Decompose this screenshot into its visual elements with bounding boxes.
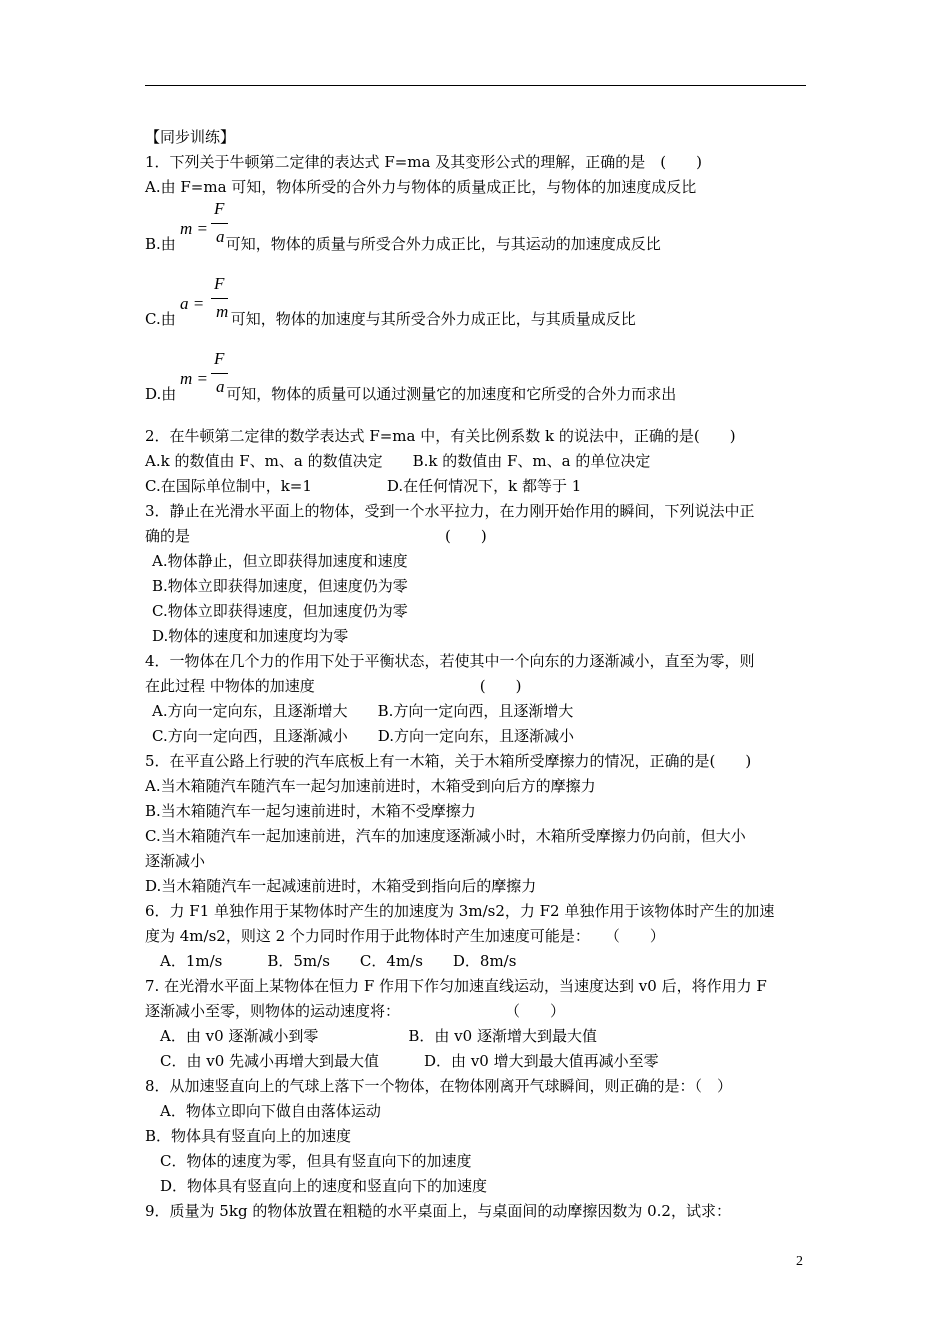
- q6-options: A．1m/s B．5m/s C．4m/s D．8m/s: [160, 952, 517, 970]
- q1-option-c: [145, 309, 636, 329]
- section-title: 【同步训练】: [145, 128, 236, 146]
- q5-option-b: B.当木箱随汽车一起匀速前进时，木箱不受摩擦力: [145, 802, 476, 820]
- fraction-bar: [211, 373, 228, 374]
- q5-option-c-line1: C.当木箱随汽车一起加速前进，汽车的加速度逐渐减小时，木箱所受摩擦力仍向前，但大小: [145, 827, 746, 845]
- header-rule: [145, 85, 806, 86]
- q5-option-d: D.当木箱随汽车一起减速前进时，木箱受到指向后的摩擦力: [145, 877, 537, 895]
- q4-stem-line1: 4．一物体在几个力的作用下处于平衡状态，若使其中一个向东的力逐渐减小，直至为零，则: [145, 652, 755, 670]
- q3-option-b: B.物体立即获得加速度，但速度仍为零: [152, 577, 408, 595]
- q4-options-ab: A.方向一定向东，且逐渐增大 B.方向一定向西，且逐渐增大: [152, 702, 574, 720]
- q1-stem: 1．下列关于牛顿第二定律的表达式 F=ma 及其变形公式的理解，正确的是 ( ): [145, 153, 702, 171]
- q1-option-a: A.由 F=ma 可知，物体所受的合外力与物体的质量成正比，与物体的加速度成反比: [145, 178, 697, 196]
- q7-options-ab: A．由 v0 逐渐减小到零 B．由 v0 逐渐增大到最大值: [160, 1027, 597, 1045]
- q2-options-ab: A.k 的数值由 F、m、a 的数值决定 B.k 的数值由 F、m、a 的单位决定: [145, 452, 651, 470]
- formula-lhs: m =: [180, 369, 208, 388]
- q5-stem: 5．在平直公路上行驶的汽车底板上有一木箱，关于木箱所受摩擦力的情况，正确的是( ): [145, 752, 752, 770]
- q3-stem-line1: 3．静止在光滑水平面上的物体，受到一个水平拉力，在力刚开始作用的瞬间，下列说法中正: [145, 502, 755, 520]
- q7-options-cd: C．由 v0 先减小再增大到最大值 D．由 v0 增大到最大值再减小至零: [160, 1052, 659, 1070]
- page-number: 2: [796, 1254, 803, 1269]
- q6-stem-line2: 度为 4m/s2，则这 2 个力同时作用于此物体时产生加速度可能是： （ ）: [145, 927, 665, 945]
- fraction-bar: [211, 298, 228, 299]
- q1-option-d: [145, 384, 676, 404]
- q1-option-b-prefix: B.由: [145, 235, 176, 253]
- q3-option-a: A.物体静止，但立即获得加速度和速度: [152, 552, 408, 570]
- q8-option-a: A．物体立即向下做自由落体运动: [160, 1102, 381, 1120]
- q1-option-c-prefix: C.由: [145, 310, 176, 328]
- q3-option-d: D.物体的速度和加速度均为零: [152, 627, 349, 645]
- q9-stem: 9．质量为 5kg 的物体放置在粗糙的水平桌面上，与桌面间的动摩擦因数为 0.2，试求：: [145, 1202, 731, 1220]
- q5-option-c-line2: 逐渐减小: [145, 852, 206, 870]
- q8-option-c: C．物体的速度为零，但具有竖直向下的加速度: [160, 1152, 472, 1170]
- q1-option-b: [145, 234, 661, 254]
- q8-option-d: D．物体具有竖直向上的速度和竖直向下的加速度: [160, 1177, 488, 1195]
- formula-numerator: F: [214, 349, 225, 368]
- formula-denominator: a: [216, 377, 225, 396]
- q7-stem-line2: 逐渐减小至零，则物体的运动速度将： （ ）: [145, 1002, 566, 1020]
- formula-denominator: m: [216, 302, 229, 321]
- formula-numerator: F: [214, 274, 225, 293]
- q2-stem: 2．在牛顿第二定律的数学表达式 F=ma 中，有关比例系数 k 的说法中，正确的是( ): [145, 427, 736, 445]
- q1-option-d-text: 可知，物体的质量可以通过测量它的加速度和它所受的合外力而求出: [226, 385, 677, 403]
- q3-option-c: C.物体立即获得速度，但加速度仍为零: [152, 602, 408, 620]
- q1-option-b-text: 可知，物体的质量与所受合外力成正比，与其运动的加速度成反比: [225, 235, 661, 253]
- formula-denominator: a: [216, 227, 225, 246]
- formula-lhs: m =: [180, 219, 208, 238]
- q1-option-d-prefix: D.由: [145, 385, 177, 403]
- q3-stem-line2: 确的是 ( ): [145, 527, 487, 545]
- formula-numerator: F: [214, 199, 225, 218]
- q6-stem-line1: 6．力 F1 单独作用于某物体时产生的加速度为 3m/s2，力 F2 单独作用于该物体时产生的加速: [145, 902, 775, 920]
- q8-option-b: B．物体具有竖直向上的加速度: [145, 1127, 352, 1145]
- formula-lhs: a =: [180, 294, 205, 313]
- q4-stem-line2: 在此过程 中物体的加速度 ( ): [145, 677, 522, 695]
- q1-option-c-text: 可知，物体的加速度与其所受合外力成正比，与其质量成反比: [230, 310, 636, 328]
- fraction-bar: [211, 223, 228, 224]
- q5-option-a: A.当木箱随汽车随汽车一起匀加速前进时，木箱受到向后方的摩擦力: [145, 777, 596, 795]
- q4-options-cd: C.方向一定向西，且逐渐减小 D.方向一定向东，且逐渐减小: [152, 727, 574, 745]
- q7-stem-line1: 7. 在光滑水平面上某物体在恒力 F 作用下作匀加速直线运动，当速度达到 v0 后，将作用力 F: [145, 977, 767, 995]
- q8-stem: 8．从加速竖直向上的气球上落下一个物体，在物体刚离开气球瞬间，则正确的是：（ ）: [145, 1077, 733, 1095]
- q2-options-cd: C.在国际单位制中，k=1 D.在任何情况下，k 都等于 1: [145, 477, 582, 495]
